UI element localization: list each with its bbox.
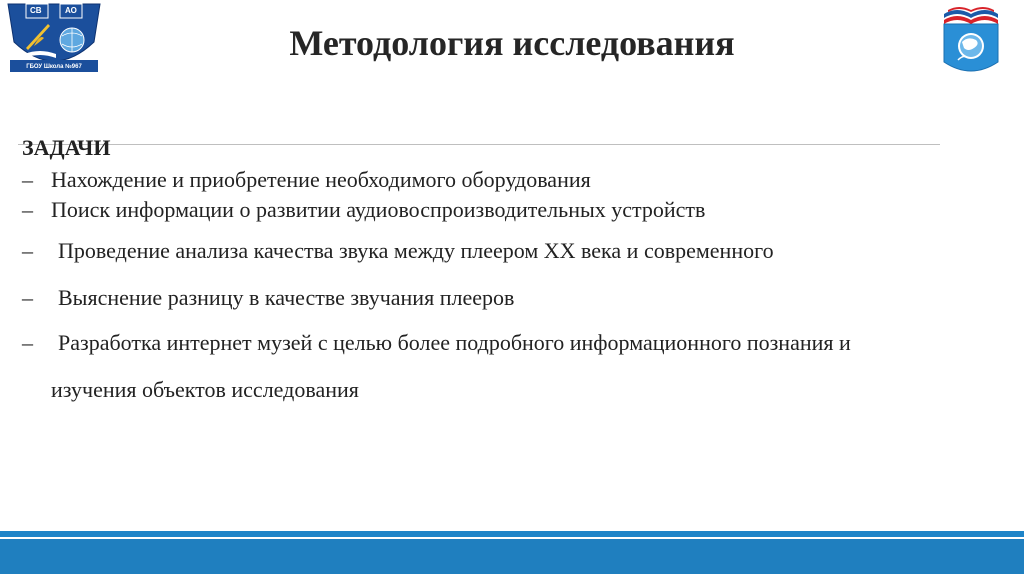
task-text: Поиск информации о развитии аудиовоспроизводительных устройств bbox=[51, 197, 706, 222]
section-divider bbox=[18, 144, 940, 145]
task-dash: – bbox=[22, 197, 33, 222]
task-dash: – bbox=[22, 285, 33, 310]
logo-left-caption: ГБОУ Школа №967 bbox=[26, 64, 82, 70]
footer-band bbox=[0, 539, 1024, 574]
footer-accent-line bbox=[0, 531, 1024, 537]
task-text: Разработка интернет музей с целью более подробного информационного познания и bbox=[58, 330, 851, 355]
task-text-continuation: изучения объектов исследования bbox=[51, 377, 359, 402]
task-text: Проведение анализа качества звука между плеером ХХ века и современного bbox=[58, 238, 774, 263]
task-dash: – bbox=[22, 238, 33, 263]
school-emblem-icon bbox=[4, 2, 104, 74]
section-heading: ЗАДАЧИ bbox=[22, 135, 111, 160]
task-text: Нахождение и приобретение необходимого оборудования bbox=[51, 167, 591, 192]
task-dash: – bbox=[22, 330, 33, 355]
logo-left-text-ao: АО bbox=[65, 6, 77, 15]
logo-left-text-sv: СВ bbox=[30, 6, 42, 15]
education-department-emblem-icon bbox=[940, 4, 1002, 80]
task-text: Выяснение разницу в качестве звучания плееров bbox=[58, 285, 515, 310]
page-title: Методология исследования bbox=[289, 23, 735, 63]
task-dash: – bbox=[22, 167, 33, 192]
